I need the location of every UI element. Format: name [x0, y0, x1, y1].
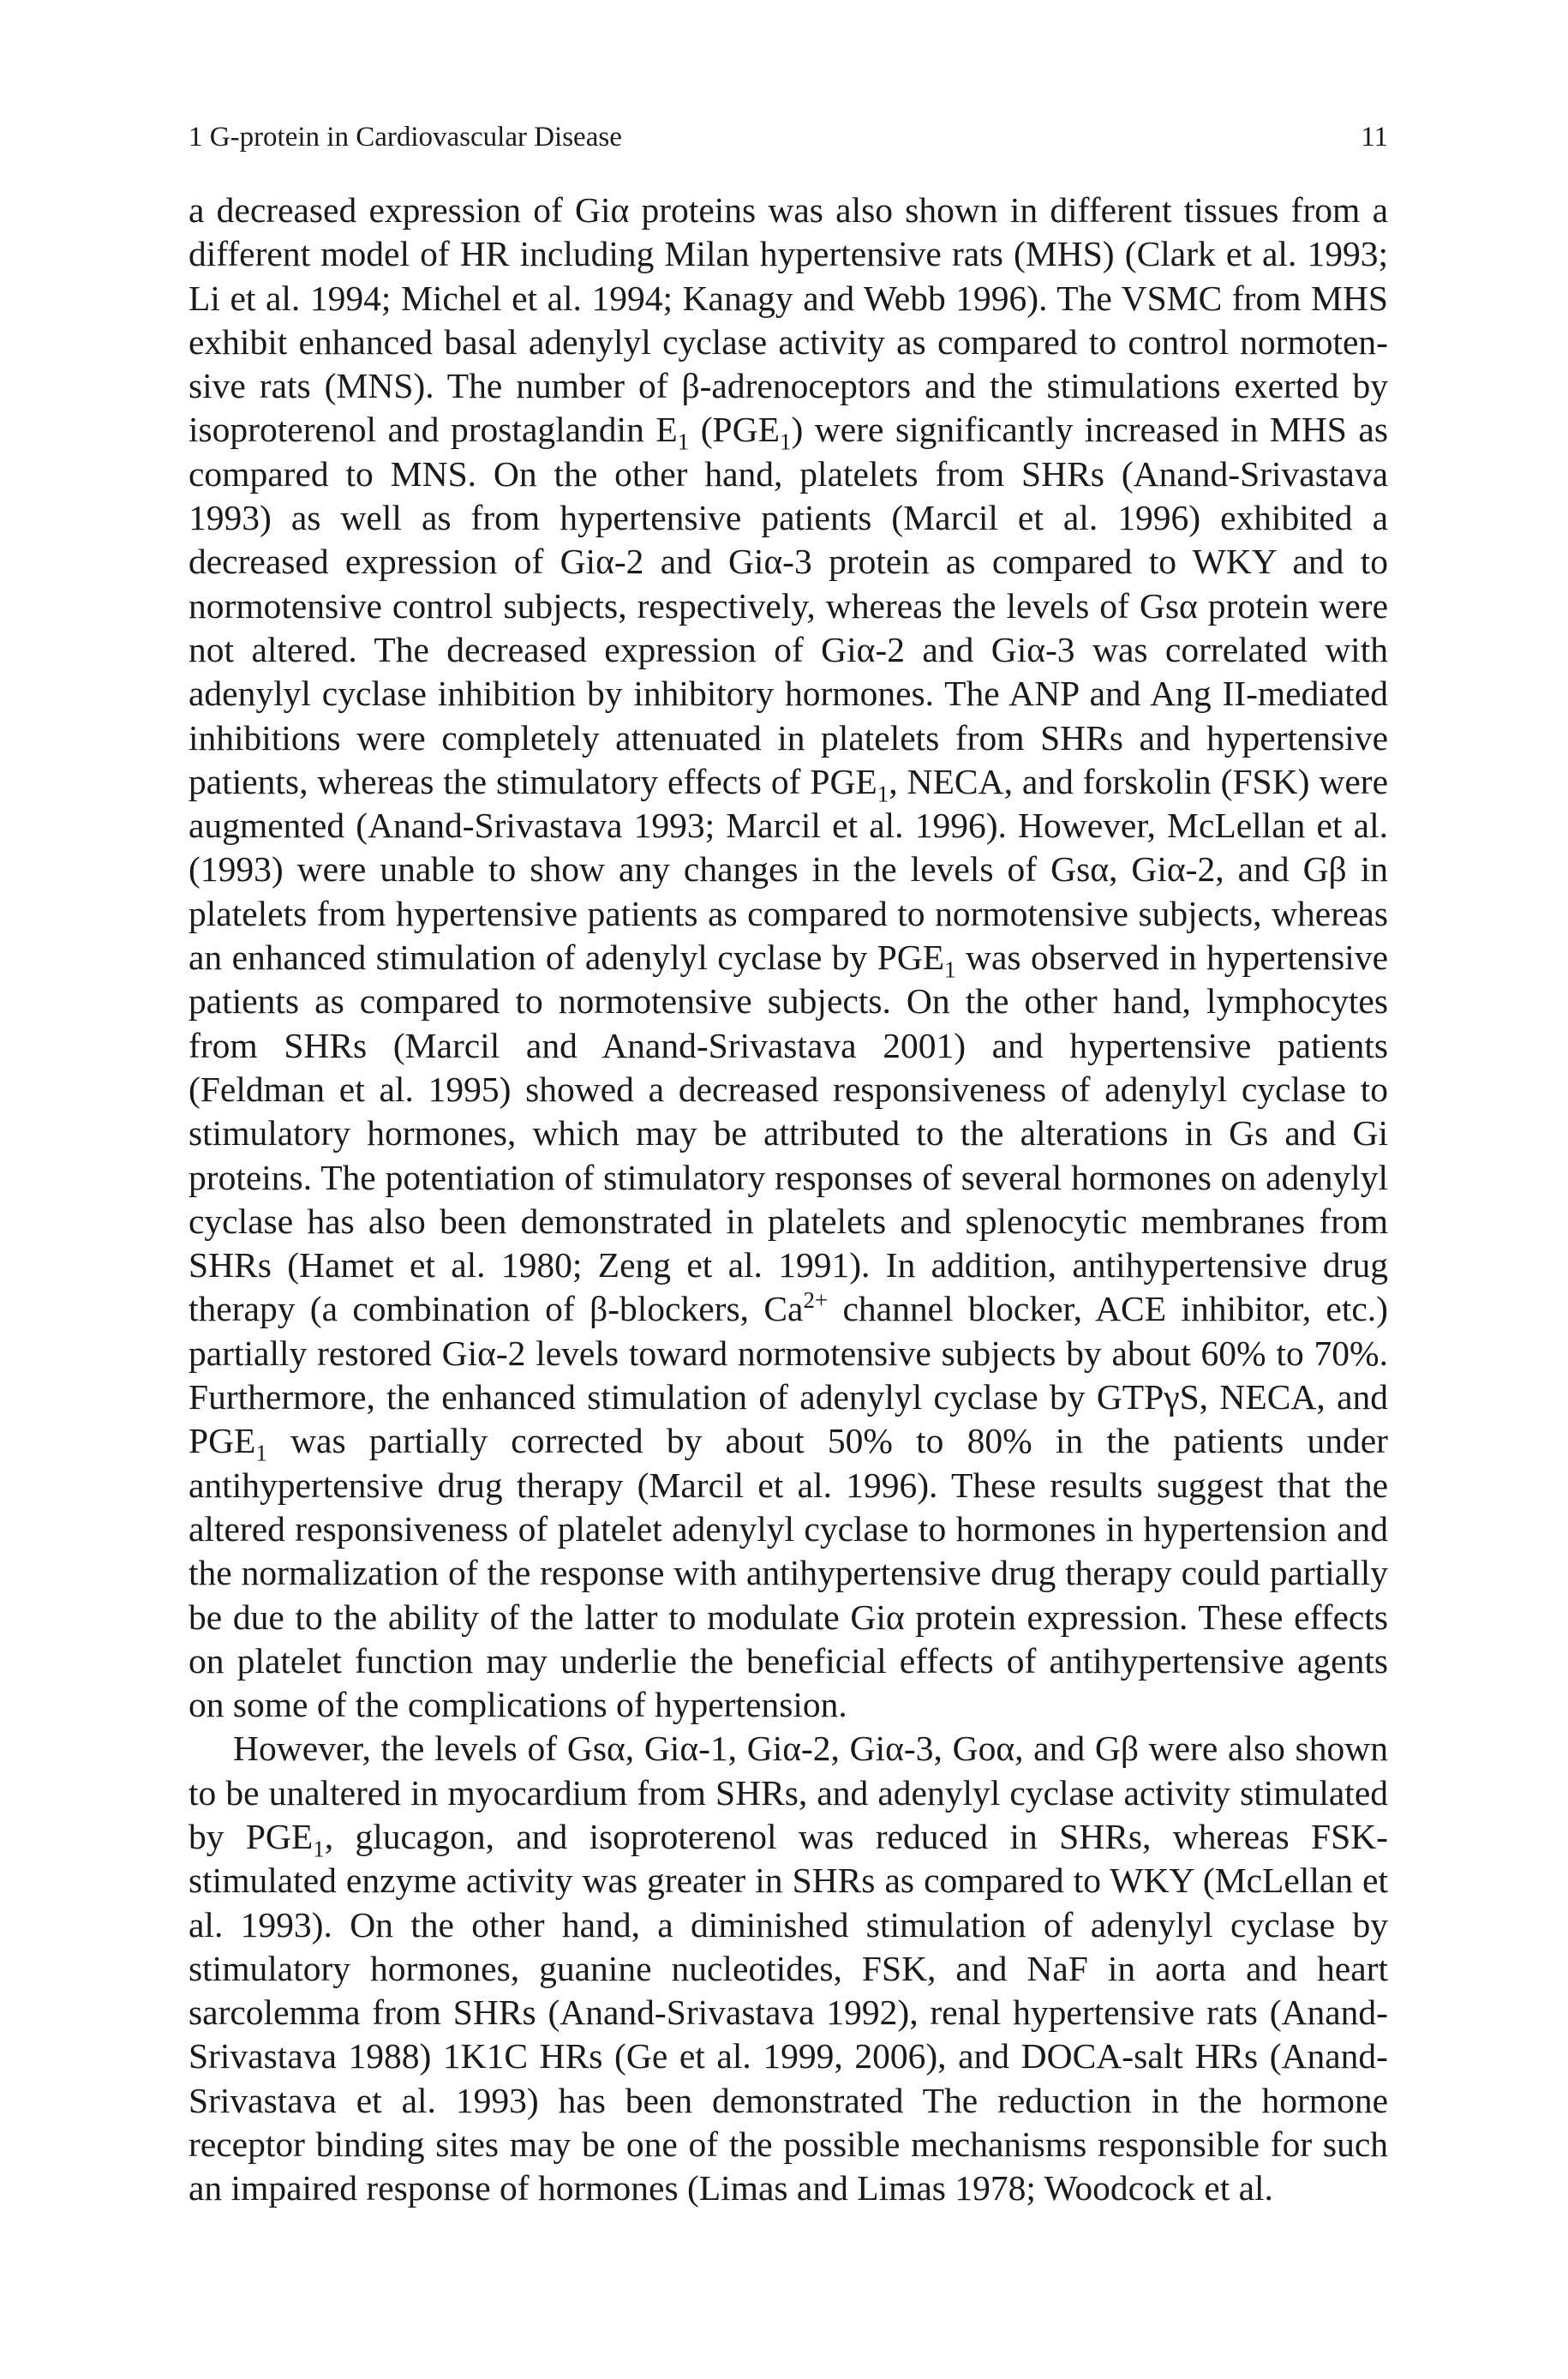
paragraph: a decreased expression of Giα proteins was also shown in different tissues from a different model of HR including Milan hypertensive rats (MHS) (Clark et al. 1993; Li et al. 1994; Michel et al. 1994; Kanagy and Webb 1996). The VSMC from MHS exhibit enhanced basal adenylyl cyclase activity as compared to control normotensive rats (MNS). The number of β-adrenoceptors and the stimulations exerted by isoproterenol and prostaglandin $E_1$ $(PGE_1)$ were significantly increased in MHS as compared to MNS. On the other hand, platelets from SHRs (Anand-Srivastava 1993) as well as from hypertensive patients (Marcil et al. 1996) exhibited a decreased expression of Giα-2 and Giα-3 protein as compared to WKY and to normotensive control subjects, respectively, whereas the levels of Gsα protein were not altered. The decreased expression of Giα-2 and Giα-3 was correlated with adenylyl cyclase inhibition by inhibitory hormones. The ANP and Ang II-mediated inhibitions were completely attenuated in platelets from SHRs and hypertensive patients, whereas the stimulatory effects of $PGE_1$, NECA, and forskolin (FSK) were augmented (Anand-Srivastava 1993; Marcil et al. 1996). However, McLellan et al. (1993) were unable to show any changes in the levels of Gsα, Giα-2, and Gβ in platelets from hypertensive patients as compared to normotensive subjects, whereas an enhanced stimulation of adenylyl cyclase by $PGE_1$ was observed in hypertensive patients as compared to normotensive subjects. On the other hand, lymphocytes from SHRs (Marcil and Anand-Srivastava 2001) and hypertensive patients (Feldman et al. 1995) showed a decreased responsiveness of adenylyl cyclase to stimulatory hormones, which may be attributed to the alterations in Gs and Gi proteins. The potentiation of stimulatory responses of several hormones on adenylyl cyclase has also been demonstrated in platelets and splenocytic membranes from SHRs (Hamet et al. 1980; Zeng et al. 1991). In addition, antihypertensive drug therapy (a combination of β-blockers, $Ca^{2+}$ channel blocker, ACE inhibitor, etc.) partially restored Giα-2 levels toward normotensive subjects by about 60% to 70%. Furthermore, the enhanced stimulation of adenylyl cyclase by GTPγS, NECA, and $PGE_1$ was partially corrected by about 50% to 80% in the patients under antihypertensive drug therapy (Marcil et al. 1996). These results suggest that the altered responsiveness of platelet adenylyl cyclase to hormones in hypertension and the normalization of the response with antihypertensive drug therapy could partially be due to the ability of the latter to modulate Giα protein expression. These effects on platelet function may underlie the beneficial effects of antihypertensive agents on some of the complications of hypertension. — [189, 190, 1388, 1725]
body-text — [189, 189, 1388, 2211]
chapter-title: 1 G-protein in Cardiovascular Disease — [189, 122, 622, 153]
book-page — [189, 120, 1388, 2211]
running-head — [189, 120, 1388, 154]
page-number: 11 — [1361, 122, 1388, 153]
paragraph: However, the levels of Gsα, Giα-1, Giα-2, Giα-3, Goα, and Gβ were also shown to be unaltered in myocardium from SHRs, and adenylyl cyclase activity stimulated by $PGE_1$, glucagon, and isoproterenol was reduced in SHRs, whereas FSK-stimulated enzyme activity was greater in SHRs as compared to WKY (McLellan et al. 1993). On the other hand, a diminished stimulation of adenylyl cyclase by stimulatory hormones, guanine nucleotides, FSK, and NaF in aorta and heart sarcolemma from SHRs (Anand-Srivastava 1992), renal hypertensive rats (Anand-Srivastava 1988) 1K1C HRs (Ge et al. 1999, 2006), and DOCA-salt HRs (Anand-Srivastava et al. 1993) has been demonstrated The reduction in the hormone receptor binding sites may be one of the possible mechanisms responsible for such an impaired response of hormones (Limas and Limas 1978; Woodcock et al. — [189, 1729, 1389, 2208]
